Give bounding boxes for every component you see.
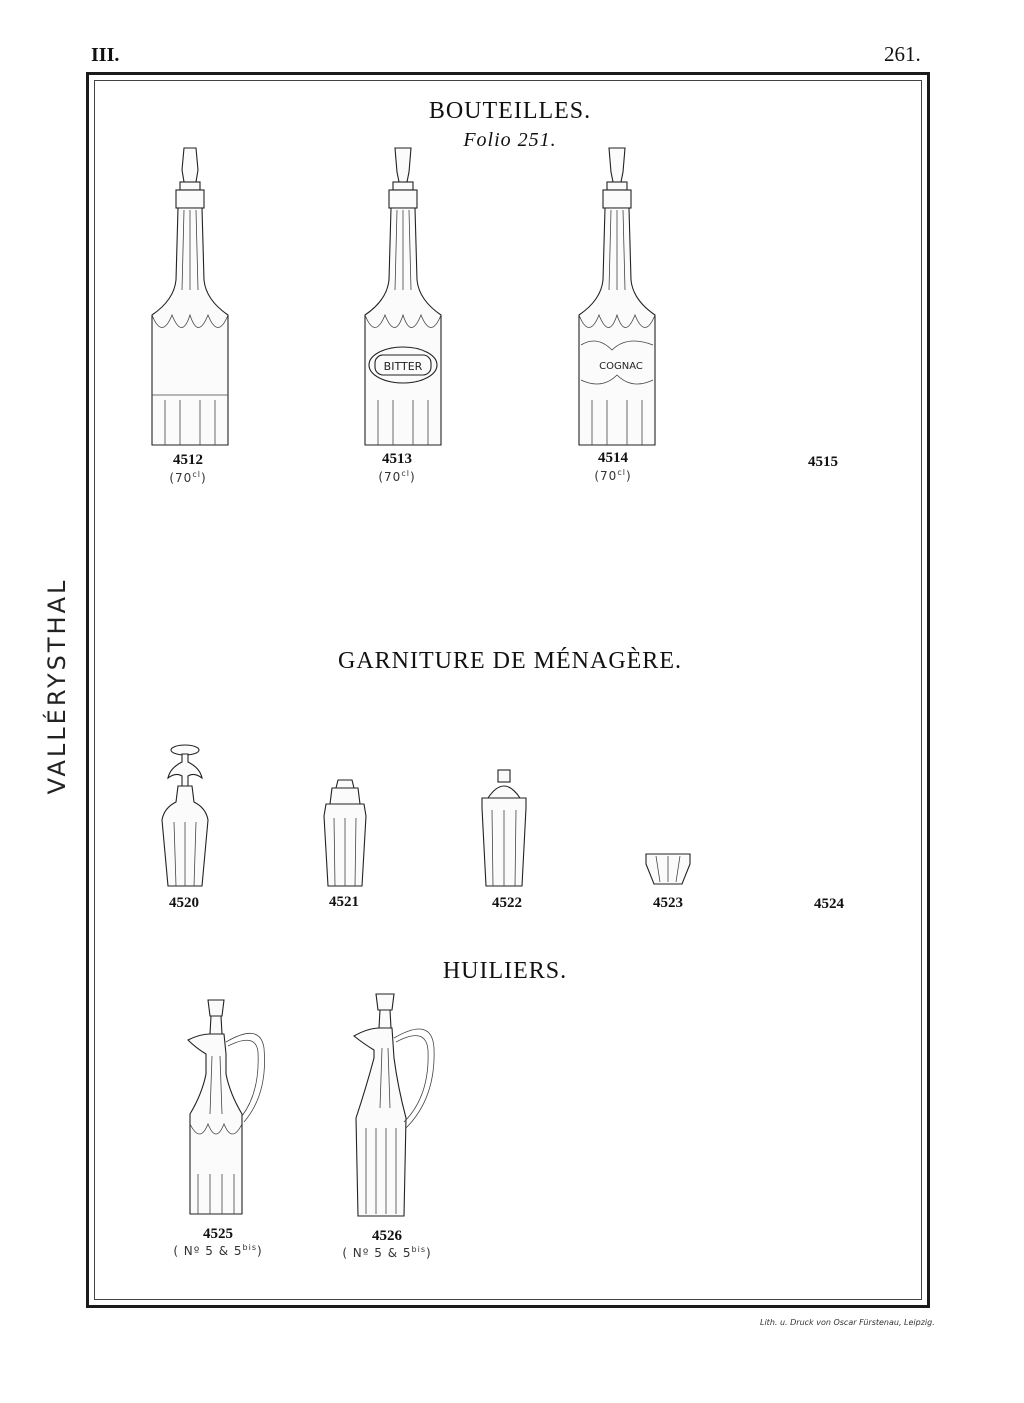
folio-reference: Folio 251. — [463, 129, 557, 151]
sizes-4526: ( Nº 5 & $5^{bis}$) — [342, 1245, 432, 1260]
item-number-4514: 4514 — [598, 450, 628, 466]
item-number-4525: 4525 — [203, 1226, 233, 1242]
item-number-4526: 4526 — [372, 1228, 402, 1244]
item-number-4521: 4521 — [329, 894, 359, 910]
item-number-4515: 4515 — [808, 454, 838, 470]
item-number-4523: 4523 — [653, 895, 683, 911]
page-number: 261. — [884, 42, 921, 66]
bottle-label-bitter: BITTER — [383, 360, 423, 373]
bottle-4512-illustration — [140, 140, 240, 450]
item-number-4524: 4524 — [814, 896, 844, 912]
capacity-4514: $(70^{cl})$ — [594, 468, 632, 483]
oil-cruet-4525-illustration — [176, 994, 276, 1218]
oil-cruet-4526-illustration — [344, 988, 444, 1220]
item-number-4513: 4513 — [382, 451, 412, 467]
bottle-4513-illustration — [353, 140, 453, 450]
cruet-4520-illustration — [150, 742, 220, 890]
bottle-label-cognac: COGNAC — [599, 361, 643, 372]
section-title-garniture: GARNITURE DE MÉNAGÈRE. — [338, 648, 682, 674]
plate-section-number: III. — [91, 44, 120, 66]
capacity-4512: $(70^{cl})$ — [169, 470, 207, 485]
caster-4521-illustration — [316, 776, 374, 890]
item-number-4522: 4522 — [492, 895, 522, 911]
jar-4522-illustration — [474, 768, 534, 890]
item-number-4512: 4512 — [173, 452, 203, 468]
section-title-bouteilles: BOUTEILLES. — [428, 98, 592, 124]
sizes-4525: ( Nº 5 & $5^{bis}$) — [173, 1243, 263, 1258]
capacity-4513: $(70^{cl})$ — [378, 469, 416, 484]
printer-credit: Lith. u. Druck von Oscar Fürstenau, Leipzig. — [760, 1318, 935, 1327]
salt-cellar-4523-illustration — [640, 850, 696, 890]
brand-vertical-label: VALLÉRYSTHAL — [43, 577, 71, 795]
bottle-4514-illustration — [567, 140, 667, 450]
item-number-4520: 4520 — [169, 895, 199, 911]
section-title-huiliers: HUILIERS. — [442, 958, 568, 984]
